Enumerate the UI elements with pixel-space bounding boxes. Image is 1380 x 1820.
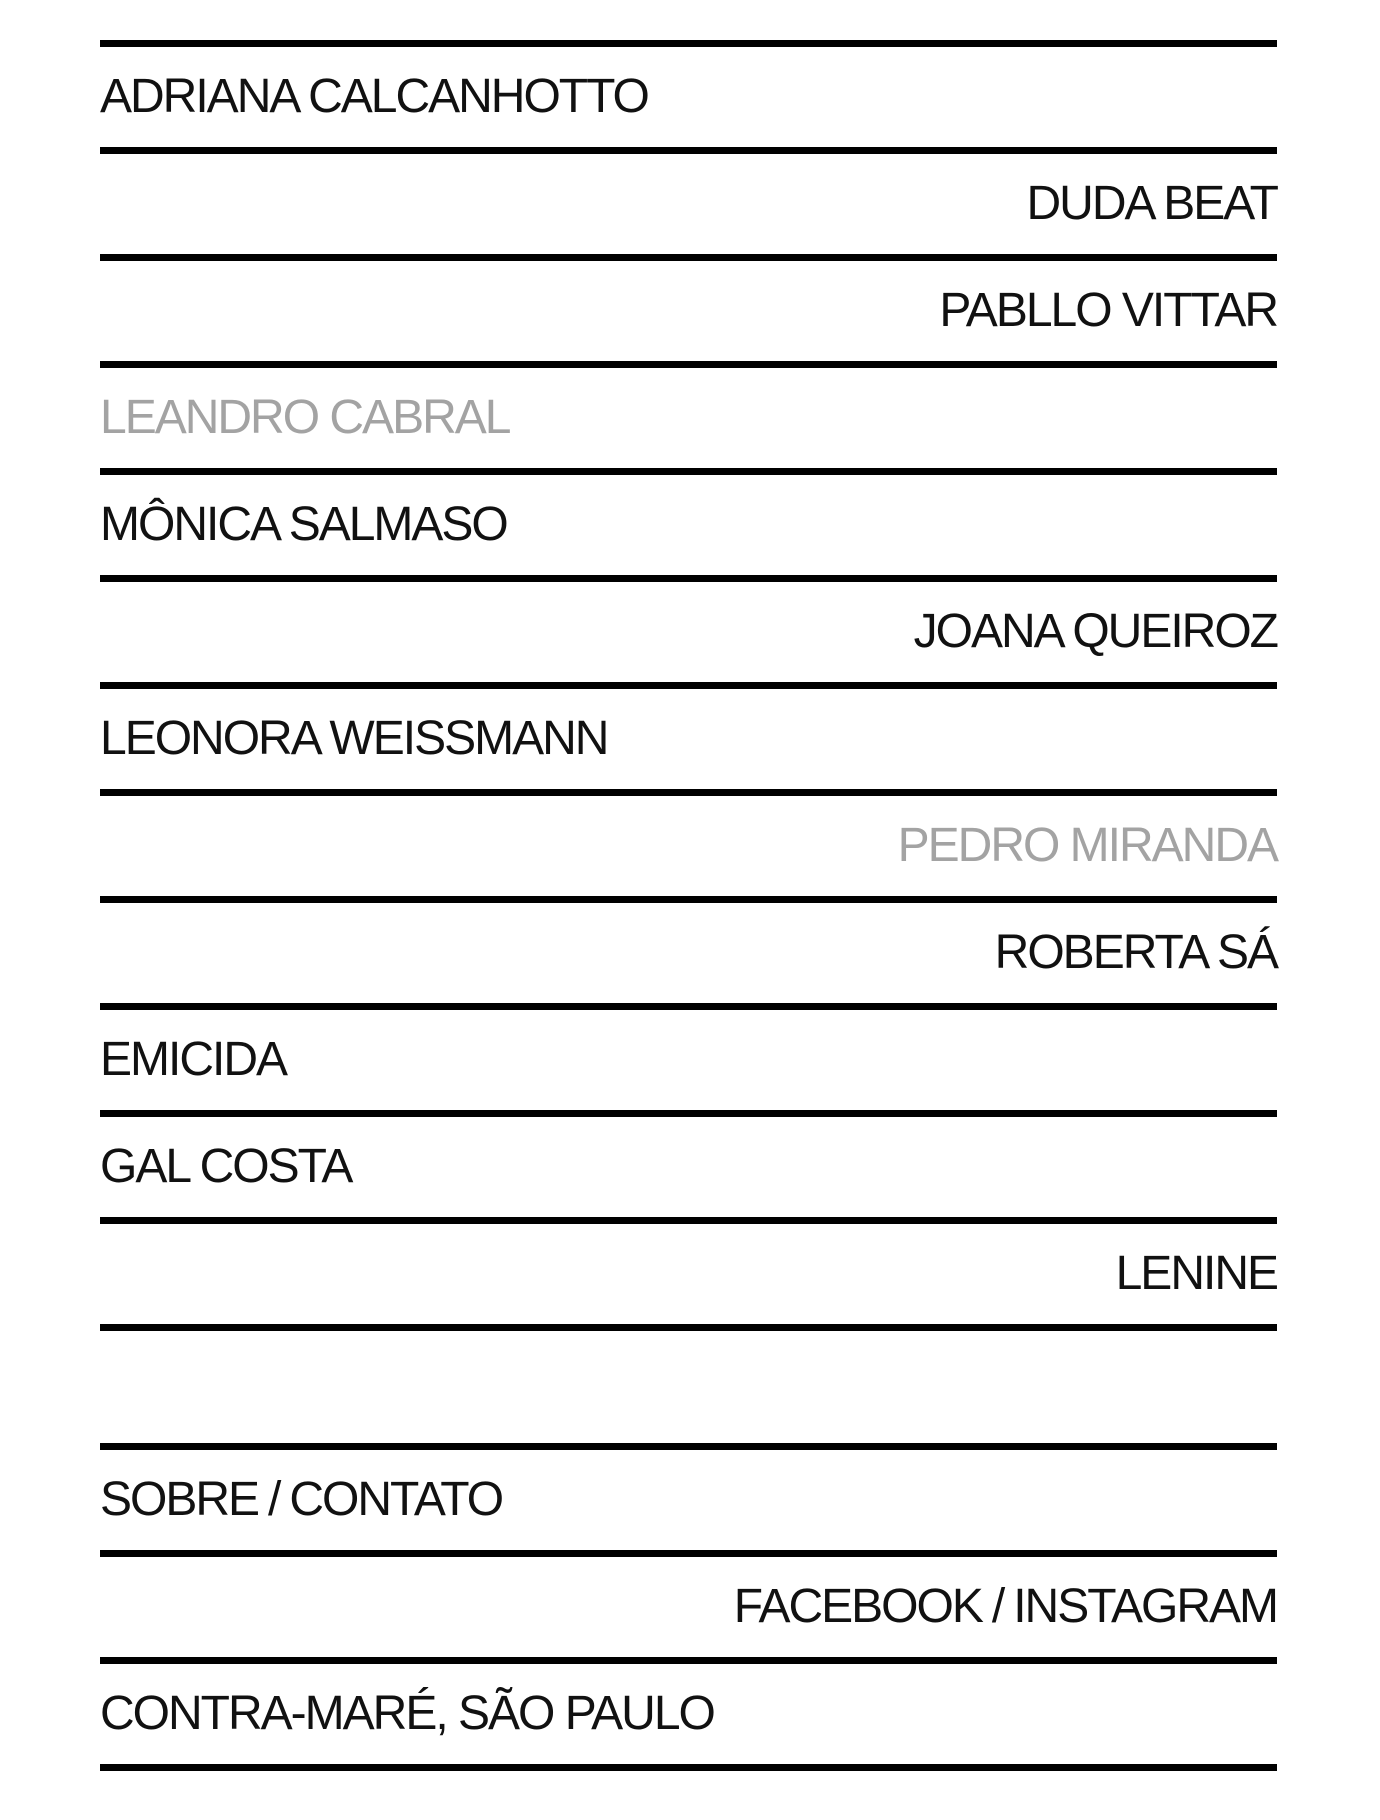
contact-link[interactable]: CONTATO	[289, 1473, 503, 1526]
artist-list	[100, 47, 1277, 1331]
artist-divider	[100, 682, 1277, 689]
about-contact-row	[100, 1450, 1277, 1550]
location-text: CONTRA-MARÉ, SÃO PAULO	[100, 1687, 714, 1740]
location-row	[100, 1664, 1277, 1764]
artist-link[interactable]	[100, 689, 1277, 789]
footer-divider	[100, 1550, 1277, 1557]
footer	[100, 1443, 1277, 1771]
artist-link[interactable]	[100, 368, 1277, 468]
artist-name: DUDA BEAT	[1026, 177, 1277, 230]
facebook-link[interactable]: FACEBOOK	[733, 1580, 982, 1633]
artist-name: JOANA QUEIROZ	[913, 605, 1277, 658]
artist-link[interactable]	[100, 796, 1277, 896]
social-row	[100, 1557, 1277, 1657]
social-separator: /	[991, 1580, 1004, 1633]
artist-name: PEDRO MIRANDA	[897, 819, 1277, 872]
artist-divider	[100, 1217, 1277, 1224]
artist-name: LEONORA WEISSMANN	[100, 712, 608, 765]
artist-divider	[100, 1003, 1277, 1010]
artist-divider	[100, 1324, 1277, 1331]
artist-link[interactable]	[100, 1224, 1277, 1324]
about-link[interactable]: SOBRE	[100, 1473, 259, 1526]
artist-divider	[100, 254, 1277, 261]
list-footer-spacer	[100, 1331, 1277, 1443]
artist-name: PABLLO VITTAR	[939, 284, 1277, 337]
artist-name: ROBERTA SÁ	[994, 926, 1277, 979]
artist-link[interactable]	[100, 475, 1277, 575]
top-divider	[100, 40, 1277, 47]
artist-divider	[100, 1110, 1277, 1117]
artist-name: LENINE	[1115, 1247, 1277, 1300]
footer-divider	[100, 1657, 1277, 1664]
artist-link[interactable]	[100, 261, 1277, 361]
artist-link[interactable]	[100, 1117, 1277, 1217]
artist-link[interactable]	[100, 1010, 1277, 1110]
artist-divider	[100, 789, 1277, 796]
artist-divider	[100, 468, 1277, 475]
instagram-link[interactable]: INSTAGRAM	[1013, 1580, 1277, 1633]
artist-link[interactable]	[100, 154, 1277, 254]
artist-name: GAL COSTA	[100, 1140, 352, 1193]
page-container	[100, 40, 1277, 1771]
artist-name: ADRIANA CALCANHOTTO	[100, 70, 648, 123]
artist-divider	[100, 361, 1277, 368]
artist-divider	[100, 147, 1277, 154]
artist-name: EMICIDA	[100, 1033, 287, 1086]
footer-divider	[100, 1443, 1277, 1450]
about-contact-separator: /	[268, 1473, 280, 1526]
artist-link[interactable]	[100, 903, 1277, 1003]
footer-divider	[100, 1764, 1277, 1771]
artist-link[interactable]	[100, 47, 1277, 147]
artist-divider	[100, 896, 1277, 903]
artist-name: MÔNICA SALMASO	[100, 498, 507, 551]
artist-divider	[100, 575, 1277, 582]
artist-name: LEANDRO CABRAL	[100, 391, 510, 444]
artist-link[interactable]	[100, 582, 1277, 682]
